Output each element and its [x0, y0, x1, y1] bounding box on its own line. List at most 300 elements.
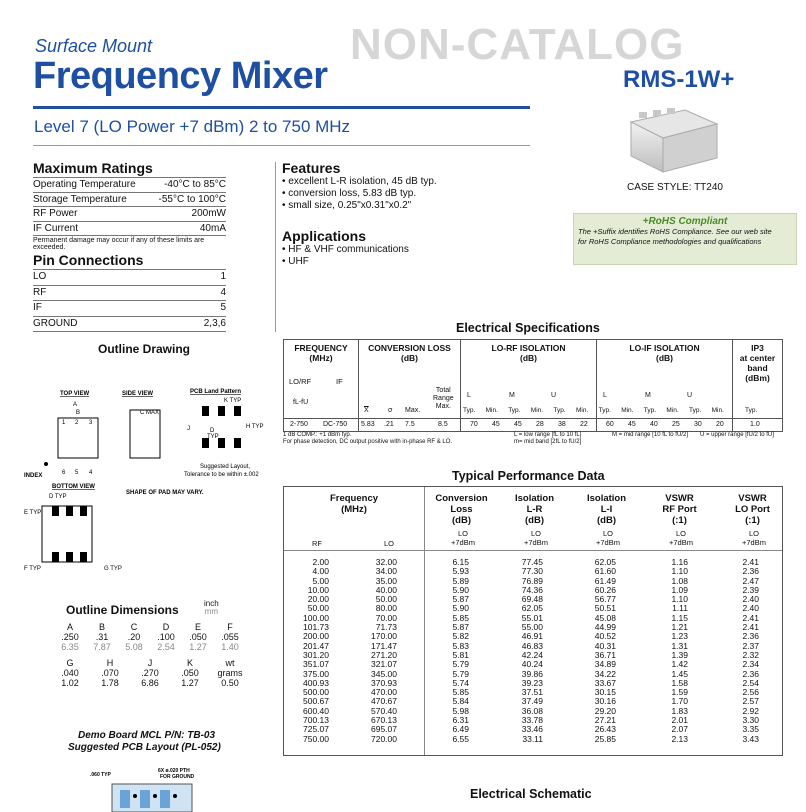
spec-notes-mid: L = low range [fL to 10 fL] m= mid band [2fL to fU/2] — [514, 432, 582, 445]
perf-cell: 2.34 — [742, 659, 759, 670]
perf-cell: 1.42 — [671, 659, 688, 670]
perf-cell: 77.30 — [521, 566, 543, 577]
perf-cell: 5.84 — [452, 696, 469, 707]
dimension-value: E — [194, 622, 201, 632]
svg-text:F TYP: F TYP — [24, 566, 41, 572]
perf-cell: 46.83 — [521, 640, 543, 651]
spec-value: 28 — [536, 421, 544, 428]
elec-spec-title: Electrical Specifications — [456, 321, 600, 335]
application-item: • HF & VHF communications — [282, 244, 409, 255]
range-label: U — [551, 392, 557, 399]
elec-schematic-title: Electrical Schematic — [470, 787, 592, 801]
page-title: Frequency Mixer — [33, 55, 328, 97]
features — [282, 160, 437, 212]
spec-value: 25 — [672, 421, 680, 428]
features-title: Features — [282, 160, 341, 176]
perf-cell: 26.43 — [594, 724, 616, 735]
perf-cell: 2.07 — [671, 724, 688, 735]
svg-text:FOR GROUND: FOR GROUND — [160, 774, 195, 780]
perf-cell: 1.08 — [671, 575, 688, 586]
perf-cell: 201.47 — [303, 640, 329, 651]
subtitle: Surface Mount — [35, 36, 153, 56]
divider — [33, 145, 530, 146]
spec-note-u: U = upper range [fU/2 to fU] — [700, 432, 774, 438]
perf-cell: 570.40 — [371, 705, 397, 716]
application-item: • UHF — [282, 256, 309, 267]
range-label: L — [603, 392, 607, 399]
perf-cell: 2.36 — [742, 668, 759, 679]
dimension-value: A — [66, 622, 73, 632]
sub-lo7 — [594, 529, 622, 547]
perf-cell: 5.79 — [452, 659, 469, 670]
perf-cell: 700.13 — [303, 715, 329, 726]
perf-cell: 1.16 — [671, 557, 688, 567]
watermark: NON-CATALOG — [350, 20, 685, 69]
perf-header — [720, 493, 785, 526]
svg-text:TYP: TYP — [207, 434, 219, 440]
outline-drawing-title: Outline Drawing — [98, 342, 191, 356]
perf-cell: 2.00 — [312, 557, 329, 567]
rohs-line2: for RoHS Compliance methodologies and qualifications — [578, 237, 762, 246]
spec-value: 8.5 — [438, 421, 448, 428]
svg-text:.060 TYP: .060 TYP — [90, 772, 111, 778]
svg-text:D TYP: D TYP — [49, 494, 67, 500]
sub-lo7-line: +7dBm — [596, 538, 620, 547]
dimension-value: 0.50 — [221, 678, 239, 688]
dimension-value: B — [98, 622, 105, 632]
pin-row: RF 4 — [33, 286, 226, 302]
perf-cell: 50.00 — [375, 594, 397, 605]
dimension-value: 7.87 — [93, 642, 111, 652]
max-ratings — [33, 160, 226, 251]
typ-min-label: Min. — [485, 407, 498, 414]
svg-text:J: J — [187, 426, 190, 432]
side-view-label: SIDE VIEW — [122, 391, 154, 397]
dimension-value: .270 — [141, 668, 159, 678]
dimension-value: F — [227, 622, 233, 632]
case-style: CASE STYLE: TT240 — [627, 182, 723, 193]
dimensions-table — [55, 622, 245, 688]
elec-spec-table: FREQUENCY (MHz) LO/RF IF fL-fU CONVERSION LOSS (dB) Total Range Max. $\overline{X}$ σ Max. LO-RF ISOLATION (dB) LO-IF ISOLATION (dB) IP3 at center band (dBm) L M U L M U Typ. Min. Typ. Min. Typ. Min. Typ. Min. Typ. Min. Typ. Min. Typ. 2-750 DC-750 5.83 .21 7.5 8.5 70 45 45 28 38 22 60 45 40 25 30 20 1.0 — [283, 339, 783, 432]
dimension-value: 5.08 — [125, 642, 143, 652]
perf-cell: 34.00 — [375, 566, 397, 577]
perf-cell: 35.00 — [375, 575, 397, 586]
sub-lo7-line: LO — [457, 529, 468, 538]
dimension-value: .050 — [181, 668, 199, 678]
perf-cell: 71.73 — [375, 622, 397, 633]
perf-cell: 36.08 — [521, 705, 543, 716]
perf-cell: 2.41 — [742, 622, 759, 633]
sub-lo7 — [740, 529, 768, 547]
perf-cell: 345.00 — [371, 668, 397, 679]
dimension-value: 1.40 — [221, 642, 239, 652]
perf-cell: 4.00 — [312, 566, 329, 577]
typ-min-label: Typ. — [508, 407, 521, 414]
perf-cell: 76.89 — [521, 575, 543, 586]
spec-note-m: M = mid range [10 fL to fU/2] — [612, 432, 688, 438]
perf-cell: 470.00 — [371, 687, 397, 698]
perf-cell: 20.00 — [307, 594, 329, 605]
svg-text:K TYP: K TYP — [224, 398, 242, 404]
perf-cell: 351.07 — [303, 659, 329, 670]
perf-cell: 40.31 — [594, 640, 616, 651]
pin-row: IF 5 — [33, 301, 226, 317]
spec-value: 20 — [716, 421, 724, 428]
applications — [282, 228, 409, 268]
svg-text:3: 3 — [89, 420, 93, 426]
perf-cell: 725.07 — [303, 724, 329, 735]
perf-cell: 46.91 — [521, 631, 543, 642]
perf-header-line: VSWR — [738, 493, 767, 504]
perf-cell: 34.89 — [594, 659, 616, 670]
perf-cell: 2.32 — [742, 649, 759, 660]
perf-cell: 500.67 — [303, 696, 329, 707]
perf-cell: 1.21 — [671, 622, 688, 633]
pins-title: Pin Connections — [33, 252, 144, 268]
sub-lo7-line: LO — [675, 529, 686, 538]
perf-cell: 61.49 — [594, 575, 616, 586]
dimension-value: .100 — [157, 632, 175, 642]
perf-header-line: LO Port — [735, 504, 770, 515]
outline-dimensions-title: Outline Dimensions — [66, 603, 179, 617]
perf-header-line: Isolation — [586, 493, 627, 504]
perf-cell: 10.00 — [307, 584, 329, 595]
perf-cell: 1.70 — [671, 696, 688, 707]
pcb-land-label: PCB Land Pattern — [190, 389, 242, 395]
perf-cell: 271.20 — [371, 649, 397, 660]
perf-cell: 29.20 — [594, 705, 616, 716]
pin-row: LO 1 — [33, 270, 226, 286]
perf-cell: 5.85 — [452, 687, 469, 698]
perf-header-line: (dB) — [525, 515, 544, 526]
perf-cell: 2.56 — [742, 687, 759, 698]
sub-lo7 — [522, 529, 550, 547]
perf-cell: 170.00 — [371, 631, 397, 642]
sub-lo7-line: +7dBm — [742, 538, 766, 547]
feature-item: • excellent L-R isolation, 45 dB typ. — [282, 176, 437, 187]
perf-cell: 60.26 — [594, 584, 616, 595]
perf-cell: 1.59 — [671, 687, 688, 698]
perf-cell: 5.90 — [452, 603, 469, 614]
dimension-value: .31 — [95, 632, 109, 642]
svg-text:Suggested Layout,: Suggested Layout, — [200, 464, 251, 470]
pcb-layout-drawing — [90, 766, 220, 812]
perf-cell: 3.35 — [742, 724, 759, 735]
spec-value: 1.0 — [750, 421, 760, 428]
typ-min-label: Min. — [711, 407, 724, 414]
perf-cell: 101.73 — [303, 622, 329, 633]
dimension-value: 2.54 — [157, 642, 175, 652]
perf-cell: 56.77 — [594, 594, 616, 605]
perf-header — [647, 493, 712, 526]
spec-value: .21 — [384, 421, 394, 428]
typ-min-label: Min. — [666, 407, 679, 414]
perf-cell: 5.79 — [452, 668, 469, 679]
perf-cell: 27.21 — [594, 715, 616, 726]
perf-cell: 695.07 — [371, 724, 397, 735]
typ-min-label: Typ. — [745, 407, 758, 414]
perf-cell: 69.48 — [521, 594, 543, 605]
perf-column-lr — [516, 558, 543, 744]
perf-header — [574, 493, 639, 526]
svg-text:D: D — [210, 428, 215, 434]
perf-cell: 400.93 — [303, 677, 329, 688]
perf-cell: 370.93 — [371, 677, 397, 688]
perf-cell: 30.16 — [594, 696, 616, 707]
perf-header-line: Conversion — [435, 493, 488, 504]
spec-value: DC-750 — [323, 421, 348, 428]
perf-cell: 1.45 — [671, 668, 688, 679]
demo-board-line2: Suggested PCB Layout (PL-052) — [68, 742, 221, 753]
perf-cell: 25.85 — [594, 733, 616, 744]
perf-column-cl — [442, 558, 469, 744]
perf-header — [314, 493, 394, 515]
typ-min-label: Min. — [621, 407, 634, 414]
perf-cell: 750.00 — [303, 733, 329, 744]
perf-cell: 3.30 — [742, 715, 759, 726]
perf-cell: 5.83 — [452, 640, 469, 651]
perf-cell: 100.00 — [303, 612, 329, 623]
svg-text:6: 6 — [62, 470, 66, 476]
perf-cell: 45.08 — [594, 612, 616, 623]
perf-header — [429, 493, 494, 526]
dimension-value: 1.27 — [181, 678, 199, 688]
perf-cell: 5.89 — [452, 575, 469, 586]
dimension-value: J — [147, 658, 153, 668]
perf-cell: 36.71 — [594, 649, 616, 660]
perf-cell: 77.45 — [521, 557, 543, 567]
dimension-value: .070 — [101, 668, 119, 678]
typ-min-label: Typ. — [553, 407, 566, 414]
perf-header-line: L-R — [526, 504, 543, 515]
bottom-view-label: BOTTOM VIEW — [52, 484, 95, 490]
svg-text:Tolerance to be within ±.002: Tolerance to be within ±.002 — [184, 472, 259, 478]
dimension-value: 6.35 — [61, 642, 79, 652]
level-line: Level 7 (LO Power +7 dBm) 2 to 750 MHz — [34, 117, 351, 136]
perf-cell: 1.10 — [671, 566, 688, 577]
perf-cell: 500.00 — [303, 687, 329, 698]
perf-cell: 74.36 — [521, 584, 543, 595]
perf-cell: 33.11 — [522, 733, 543, 744]
feature-item: • small size, 0.25"x0.31"x0.2" — [282, 200, 412, 211]
perf-cell: 39.86 — [521, 668, 543, 679]
perf-header-line: Frequency — [329, 493, 379, 504]
sub-lo: LO — [384, 539, 395, 548]
perf-cell: 670.13 — [371, 715, 397, 726]
perf-cell: 2.92 — [742, 705, 759, 716]
spec-value: 60 — [606, 421, 614, 428]
perf-cell: 2.36 — [742, 631, 759, 642]
perf-cell: 2.40 — [742, 594, 759, 605]
dimension-value: .050 — [189, 632, 207, 642]
demo-board-line1: Demo Board MCL P/N: TB-03 — [78, 730, 216, 741]
spec-value: 22 — [580, 421, 588, 428]
perf-cell: 720.00 — [371, 733, 397, 744]
svg-text:4: 4 — [89, 470, 93, 476]
perf-cell: 2.01 — [671, 715, 688, 726]
typ-min-label: Typ. — [689, 407, 702, 414]
perf-cell: 3.43 — [742, 733, 759, 744]
svg-text:G TYP: G TYP — [104, 566, 122, 572]
perf-cell: 6.15 — [452, 557, 469, 567]
perf-header-line: (dB) — [597, 515, 616, 526]
perf-header-line: (:1) — [745, 515, 760, 526]
perf-cell: 70.00 — [375, 612, 397, 623]
perf-cell: 6.31 — [452, 715, 469, 726]
perf-cell: 2.36 — [742, 566, 759, 577]
dimension-value: G — [66, 658, 74, 668]
perf-cell: 5.00 — [312, 575, 329, 586]
perf-cell: 2.54 — [742, 677, 759, 688]
perf-cell: 2.47 — [742, 575, 759, 586]
range-label: L — [467, 392, 471, 399]
spec-value: 45 — [628, 421, 636, 428]
spec-value: 45 — [492, 421, 500, 428]
perf-cell: 34.22 — [594, 668, 616, 679]
sub-lo7-line: LO — [530, 529, 541, 538]
header-rule — [33, 106, 530, 109]
perf-cell: 1.58 — [671, 677, 688, 688]
svg-text:6X ø.020 PTH: 6X ø.020 PTH — [158, 768, 190, 774]
perf-column-vrf — [661, 558, 688, 744]
dimension-value: .055 — [221, 632, 239, 642]
rating-row: Storage Temperature -55°C to 100°C — [33, 193, 226, 208]
sub-lo7 — [449, 529, 477, 547]
perf-cell: 1.11 — [672, 603, 688, 614]
typ-min-label: Typ. — [463, 407, 476, 414]
ratings-note: Permanent damage may occur if any of these limits are exceeded. — [33, 237, 205, 251]
perf-column-li — [589, 558, 616, 744]
dimension-value: .040 — [61, 668, 79, 678]
perf-cell: 1.23 — [671, 631, 688, 642]
perf-cell: 32.00 — [375, 557, 397, 567]
svg-text:INDEX: INDEX — [24, 473, 43, 479]
perf-cell: 40.52 — [594, 631, 616, 642]
svg-text:H TYP: H TYP — [246, 424, 264, 430]
perf-cell: 171.47 — [371, 640, 397, 651]
perf-cell: 5.82 — [452, 631, 469, 642]
perf-column-vlo — [732, 558, 759, 744]
perf-cell: 62.05 — [594, 557, 616, 567]
typ-min-label: Min. — [576, 407, 589, 414]
perf-cell: 1.15 — [671, 612, 688, 623]
spec-value: 7.5 — [405, 421, 415, 428]
perf-cell: 50.00 — [307, 603, 329, 614]
spec-notes-left: 1 dB COMP.: +1 dBm typ. For phase detection, DC output positive with in-phase RF & LO. — [283, 432, 453, 445]
perf-cell: 50.51 — [594, 603, 616, 614]
perf-title: Typical Performance Data — [452, 469, 605, 483]
rating-row: IF Current 40mA — [33, 222, 226, 237]
unit-label: inch mm — [204, 599, 219, 616]
perf-cell: 2.13 — [671, 733, 688, 744]
dimension-value: grams — [217, 668, 243, 678]
svg-text:E TYP: E TYP — [24, 510, 42, 516]
perf-cell: 39.23 — [521, 677, 543, 688]
perf-cell: 33.78 — [521, 715, 543, 726]
sub-lo7 — [667, 529, 695, 547]
dimension-value: .250 — [61, 632, 79, 642]
perf-cell: 33.46 — [521, 724, 543, 735]
perf-cell: 42.24 — [521, 649, 543, 660]
perf-header-line: (MHz) — [341, 504, 367, 515]
perf-cell: 375.00 — [303, 668, 329, 679]
perf-column-lo — [370, 558, 397, 744]
dimension-value: D — [162, 622, 170, 632]
perf-header-line: (:1) — [672, 515, 687, 526]
spec-value: 70 — [470, 421, 478, 428]
dimension-value: 1.27 — [189, 642, 207, 652]
perf-cell: 6.55 — [452, 733, 469, 744]
svg-text:2: 2 — [75, 420, 79, 426]
perf-header — [502, 493, 567, 526]
perf-cell: 37.49 — [521, 696, 543, 707]
perf-cell: 61.60 — [594, 566, 616, 577]
perf-cell: 2.39 — [742, 584, 759, 595]
model-number: RMS-1W+ — [623, 66, 735, 93]
rohs-line1: The +Suffix identifies RoHS Compliance. See our web site — [578, 227, 772, 236]
rohs-box — [573, 213, 797, 265]
perf-cell: 5.90 — [452, 584, 469, 595]
perf-cell: 321.07 — [371, 659, 397, 670]
perf-cell: 6.49 — [452, 724, 469, 735]
dimension-value: H — [106, 658, 114, 668]
perf-cell: 2.57 — [742, 696, 759, 707]
perf-cell: 1.10 — [671, 594, 688, 605]
dimension-value: C — [130, 622, 138, 632]
perf-table — [283, 486, 783, 756]
perf-cell: 600.40 — [303, 705, 329, 716]
rating-row: RF Power 200mW — [33, 207, 226, 222]
sub-lo7-line: LO — [602, 529, 613, 538]
sub-lo7-line: +7dBm — [524, 538, 548, 547]
perf-cell: 37.51 — [521, 687, 543, 698]
dimension-value: 6.86 — [141, 678, 159, 688]
spec-value: 2-750 — [290, 421, 308, 428]
perf-cell: 200.00 — [303, 631, 329, 642]
dimension-value: K — [186, 658, 193, 668]
perf-cell: 40.24 — [521, 659, 543, 670]
perf-cell: 301.20 — [303, 649, 329, 660]
typ-min-label: Typ. — [598, 407, 611, 414]
product-image — [627, 102, 719, 176]
perf-header-line: (dB) — [452, 515, 471, 526]
perf-cell: 1.31 — [671, 640, 688, 651]
perf-cell: 62.05 — [521, 603, 543, 614]
perf-header-line: RF Port — [662, 504, 697, 515]
perf-cell: 55.00 — [521, 622, 543, 633]
pin-connections — [33, 252, 226, 332]
range-label: M — [509, 392, 515, 399]
svg-text:B: B — [76, 410, 81, 416]
perf-cell: 2.41 — [742, 612, 759, 623]
range-label: U — [687, 392, 693, 399]
perf-cell: 30.15 — [594, 687, 616, 698]
outline-drawing — [24, 380, 274, 580]
range-label: M — [645, 392, 651, 399]
perf-cell: 44.99 — [594, 622, 616, 633]
perf-cell: 80.00 — [375, 603, 397, 614]
dimension-value: 1.02 — [61, 678, 79, 688]
feature-item: • conversion loss, 5.83 dB typ. — [282, 188, 417, 199]
perf-column-rf — [302, 558, 329, 744]
perf-cell: 2.41 — [742, 557, 759, 567]
svg-text:1: 1 — [62, 420, 66, 426]
svg-text:SHAPE OF PAD MAY VARY.: SHAPE OF PAD MAY VARY. — [126, 490, 204, 496]
perf-header-line: L-I — [600, 504, 613, 515]
dimension-value: .20 — [127, 632, 141, 642]
perf-cell: 5.85 — [452, 612, 469, 623]
perf-header-line: Isolation — [514, 493, 555, 504]
